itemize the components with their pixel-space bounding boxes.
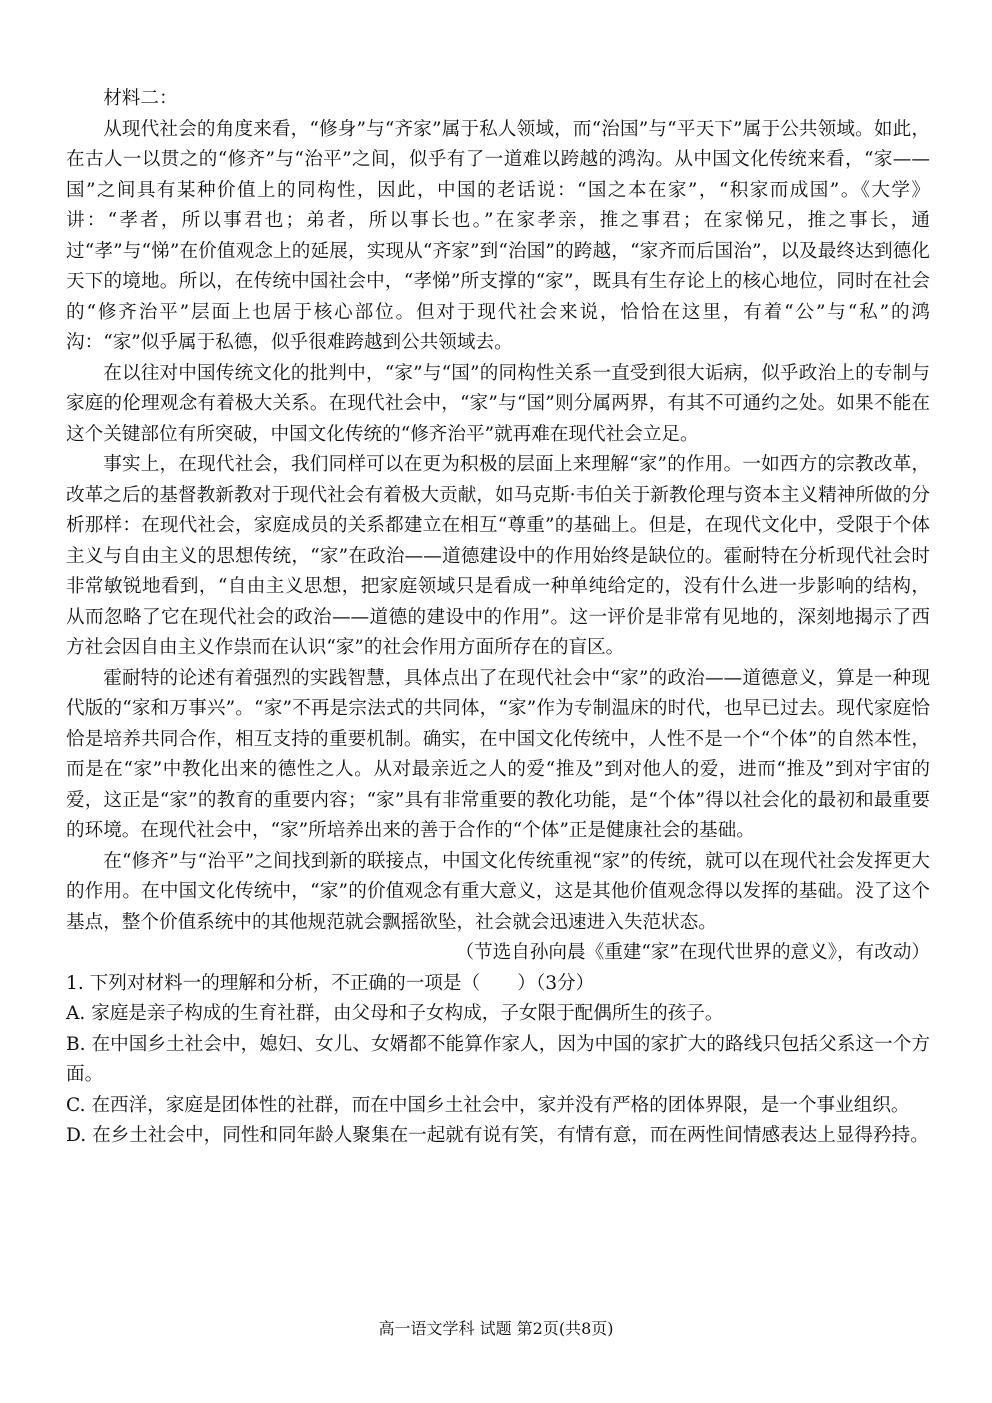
source-citation: （节选自孙向晨《重建“家”在现代世界的意义》，有改动） (455, 942, 930, 963)
passage-paragraph-3: 事实上，在现代社会，我们同样可以在更为积极的层面上来理解“家”的作用。一如西方的宗教改革，改革之后的基督教新教对于现代社会有着极大贡献，如马克斯·韦伯关于新教伦理与资本主义精神所做的分析那样：在现代社会，家庭成员的关系都建立在相互“尊重”的基础上。但是，在现代文化中，受限于个体主义与自由主义的思想传统，“家”在政治——道德建设中的作用始终是缺位的。霍耐特在分析现代社会时非常敏锐地看到，“自由主义思想，把家庭领域只是看成一种单纯给定的，没有什么进一步影响的结构，从而忽略了它在现代社会的政治——道德的建设中的作用”。这一评价是非常有见地的，深刻地揭示了西方社会因自由主义作祟而在认识“家”的社会作用方面所存在的盲区。 (66, 454, 930, 658)
material-heading: 材料二： (103, 88, 178, 109)
question-1-option-b: B. 在中国乡土社会中，媳妇、女儿、女婿都不能算作家人，因为中国的家扩大的路线只包括父系这一个方面。 (66, 1033, 930, 1085)
passage-paragraph-4: 霍耐特的论述有着强烈的实践智慧，具体点出了在现代社会中“家”的政治——道德意义，算是一种现代版的“家和万事兴”。“家”不再是宗法式的共同体，“家”作为专制温床的时代，也早已过去。现代家庭恰恰是培养共同合作，相互支持的重要机制。确实，在中国文化传统中，人性不是一个“个体”的自然本性，而是在“家”中教化出来的德性之人。从对最亲近之人的爱“推及”到对他人的爱，进而“推及”到对宇宙的爱，这正是“家”的教育的重要内容；“家”具有非常重要的教化功能，是“个体”得以社会化的最初和最重要的环境。在现代社会中，“家”所培养出来的善于合作的“个体”正是健康社会的基础。 (66, 667, 930, 841)
question-1-option-c: C. 在西洋，家庭是团体性的社群，而在中国乡土社会中，家并没有严格的团体界限，是一个事业组织。 (66, 1094, 910, 1116)
question-1-stem: 1. 下列对材料一的理解和分析，不正确的一项是（ ）（3分） (66, 972, 595, 994)
exam-page-content (66, 84, 930, 1152)
page-footer: 高一语文学科 试题 第2页(共8页) (378, 1319, 614, 1338)
passage-paragraph-2: 在以往对中国传统文化的批判中，“家”与“国”的同构性关系一直受到很大诟病，似乎政治上的专制与家庭的伦理观念有着极大关系。在现代社会中，“家”与“国”则分属两界，有其不可通约之处。如果不能在这个关键部位有所突破，中国文化传统的“修齐治平”就再难在现代社会立足。 (66, 362, 930, 445)
passage-paragraph-5: 在“修齐”与“治平”之间找到新的联接点，中国文化传统重视“家”的传统，就可以在现代社会发挥更大的作用。在中国文化传统中，“家”的价值观念有重大意义，这是其他价值观念得以发挥的基础。没了这个基点，整个价值系统中的其他规范就会飘摇欲坠，社会就会迅速进入失范状态。 (66, 850, 930, 933)
question-1-option-d: D. 在乡土社会中，同性和同年龄人聚集在一起就有说有笑，有情有意，而在两性间情感表达上显得矜持。 (66, 1125, 929, 1146)
passage-paragraph-1: 从现代社会的角度来看，“修身”与“齐家”属于私人领域，而“治国”与“平天下”属于公共领域。如此，在古人一以贯之的“修齐”与“治平”之间，似乎有了一道难以跨越的鸿沟。从中国文化传统来看，“家——国”之间具有某种价值上的同构性，因此，中国的老话说：“国之本在家”，“积家而成国”。《大学》讲：“孝者，所以事君也；弟者，所以事长也。”在家孝亲，推之事君；在家悌兄，推之事长，通过“孝”与“悌”在价值观念上的延展，实现从“齐家”到“治国”的跨越，“家齐而后国治”，以及最终达到德化天下的境地。所以，在传统中国社会中，“孝悌”所支撑的“家”，既具有生存论上的核心地位，同时在社会的“修齐治平”层面上也居于核心部位。但对于现代社会来说，恰恰在这里，有着“公”与“私”的鸿沟：“家”似乎属于私德，似乎很难跨越到公共领域去。 (66, 118, 930, 353)
question-1-option-a: A. 家庭是亲子构成的生育社群，由父母和子女构成，子女限于配偶所生的孩子。 (66, 1003, 724, 1024)
